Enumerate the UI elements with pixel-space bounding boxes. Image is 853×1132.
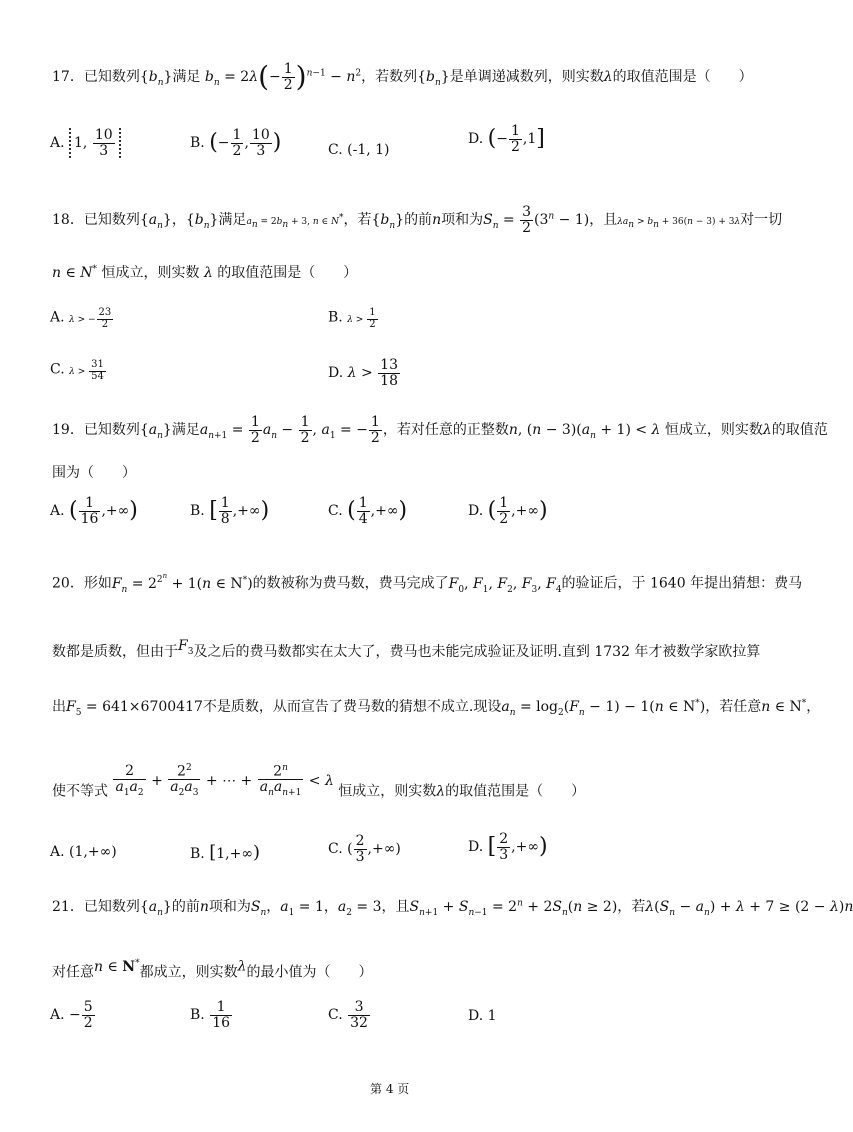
q17-option-b-label: B.	[190, 135, 205, 152]
q21-option-b-value: $\frac{1}{16}$	[212, 999, 231, 1031]
q19-formula: $a_{n+1}$ = $\frac{1}{2}$ $a_n$ − $\frac{1}{2}$ , $a_1$ = − $\frac{1}{2}$	[199, 414, 380, 446]
q19-option-d-label: D.	[468, 503, 484, 520]
q19-option-b-value: [ $\frac{1}{8}$ ,+∞)	[209, 495, 270, 527]
q21-option-d-value: 1	[487, 1008, 497, 1024]
q20-option-a-label: A.	[50, 844, 65, 860]
q20-fn: $F_n = 2^{2^n} + 1(n$ ∈ N*)	[111, 572, 253, 595]
q21-option-b-label: B.	[190, 1007, 205, 1024]
q20-n-in-N: n ∈ N*	[761, 698, 807, 715]
q18-lambda: λ	[203, 265, 213, 281]
q17-option-c	[328, 142, 390, 158]
q19-ineq: n, $(n - 3)(a_n + 1) < \lambda$	[508, 422, 661, 441]
q18-text-c: 满足	[218, 212, 247, 229]
question-19	[52, 415, 828, 445]
q18-text-g: ，且	[589, 212, 618, 229]
q20-text-c: 的验证后，于 1640 年提出猜想：费马	[561, 575, 803, 592]
q21-text-i: 都成立，则实数	[139, 964, 238, 981]
q19-text-b: 满足	[171, 422, 200, 439]
q18-option-c-value: λ > $\frac{31}{54}$	[69, 359, 104, 382]
q20-option-b	[190, 842, 260, 863]
q21-option-d-label: D.	[468, 1008, 484, 1024]
q20-line3	[52, 696, 820, 718]
q17-text-b: 满足	[172, 69, 201, 86]
q20-f-list: $F_0$, $F_1$, $F_2$, $F_3$, $F_4$	[448, 575, 562, 595]
q18-option-b	[328, 308, 379, 330]
q17-option-b	[190, 128, 281, 158]
q19-line2	[52, 462, 136, 482]
q20-option-d-value: [ $\frac{2}{3}$ ,+∞)	[487, 831, 548, 863]
q18-text-f: 项和为	[441, 212, 484, 229]
question-21	[52, 896, 853, 918]
q18-ineq: $\lambda a_n > b_n + 36(n - 3) + 3\lambda$	[617, 217, 741, 230]
q19-text-c: ，若对任意的正整数	[382, 422, 509, 439]
q19-option-a-label: A.	[50, 503, 65, 520]
question-17	[52, 62, 753, 92]
q19-option-b	[190, 496, 269, 526]
q21-lambda: λ	[237, 958, 247, 975]
q20-text-f: 出	[52, 699, 66, 715]
q17-option-d	[468, 124, 545, 154]
q18-option-b-label: B.	[328, 309, 343, 326]
q19-option-d	[468, 496, 548, 526]
q20-text-l: 的取值范围是（ ）	[445, 783, 586, 800]
q21-option-c	[328, 1000, 371, 1030]
q19-option-a-value: ( $\frac{1}{16}$ ,+∞)	[69, 495, 138, 527]
q21-text-d: ，	[266, 899, 281, 915]
q20-option-c-label: C.	[328, 841, 343, 858]
q17-text-a: 17．已知数列	[52, 69, 140, 86]
q20-option-b-value: [1,+∞)	[209, 842, 261, 863]
q19-text-f: 围为（ ）	[52, 465, 136, 481]
q18-option-c-label: C.	[50, 361, 65, 378]
q20-f3: F	[178, 638, 188, 654]
q20-text-k: 恒成立，则实数	[338, 783, 437, 800]
q18-n: n	[432, 212, 442, 229]
q17-option-c-value: (-1, 1)	[347, 142, 390, 158]
q20-option-c	[328, 834, 401, 864]
q21-text-e: ，	[323, 899, 338, 915]
q20-line4	[52, 764, 585, 800]
q18-cond: $a_n = 2b_n + 3$, n ∈ N*	[246, 213, 344, 230]
q21-recurrence: $S_{n+1} + S_{n-1} = 2^n + 2S_n(n \ge 2)$	[409, 898, 618, 918]
q21-option-a	[50, 1000, 96, 1030]
q20-option-a-value: (1,+∞)	[69, 844, 117, 860]
q18-text-e: 的前	[404, 212, 433, 229]
q21-text-b: 的前	[171, 899, 200, 915]
q18-option-a-label: A.	[50, 309, 65, 326]
q21-text-c: 项和为	[208, 899, 251, 915]
q20-text-a: 20．形如	[52, 575, 112, 592]
q18-text-j: 的取值范围是（ ）	[217, 265, 358, 281]
q19-text-e: 的取值范	[771, 422, 828, 439]
q17-option-d-label: D.	[468, 131, 484, 148]
q18-text-i: 恒成立，则实数	[101, 265, 200, 281]
q17-math-bn: $\{b_n\}$	[139, 69, 173, 88]
q21-option-a-value: − $\frac{5}{2}$	[69, 999, 93, 1031]
q21-math-an: $\{a_n\}$	[139, 899, 172, 918]
q20-sum: $\frac{2}{a_1a_2}$ + $\frac{2^2}{a_2a_3}$ + ⋯ + $\frac{2^n}{a_na_{n+1}}$ < λ	[115, 763, 334, 799]
q20-lambda: λ	[436, 783, 446, 800]
q18-option-b-value: λ > $\frac{1}{2}$	[347, 307, 376, 330]
q20-text-g: 不是质数，从而宣告了费马数的猜想不成立.现设	[202, 699, 502, 715]
q19-lambda: λ	[762, 422, 772, 439]
q21-n: n	[199, 899, 209, 915]
question-20	[52, 572, 802, 594]
q20-text-i: ，	[806, 699, 821, 715]
q19-text-a: 19．已知数列	[52, 422, 140, 439]
q21-sn: $S_n$	[250, 899, 267, 918]
question-18	[52, 205, 782, 235]
q18-sn: $S_n$ = $\frac{3}{2}$ $(3^n - 1)$	[483, 204, 590, 236]
q20-line2: 数都是质数，但由于$F_3$及之后的费马数都实在太大了，费马也未能完成验证及证明.直到 1732 年才被数学家欧拉算	[52, 638, 761, 660]
q18-option-d	[328, 358, 401, 388]
q19-option-d-value: ( $\frac{1}{2}$ ,+∞)	[487, 495, 548, 527]
q17-option-a	[50, 128, 121, 158]
q21-a2: $a_2 = 3$	[337, 899, 382, 918]
q20-text-j: 使不等式	[52, 783, 108, 800]
q21-option-b	[190, 1000, 233, 1030]
q19-option-c-value: ( $\frac{1}{4}$ ,+∞)	[347, 495, 408, 527]
q17-option-c-label: C.	[328, 142, 343, 158]
q19-option-c-label: C.	[328, 503, 343, 520]
q20-option-d	[468, 832, 548, 862]
q20-text-h: ，若任意	[705, 699, 762, 715]
q20-option-c-value: ( $\frac{2}{3}$ ,+∞)	[347, 833, 401, 865]
q20-option-a	[50, 844, 117, 860]
q17-option-d-value: (− $\frac{1}{2}$ ,1]	[487, 123, 545, 155]
q18-option-a-value: λ > − $\frac{23}{2}$	[69, 307, 112, 330]
q21-ineq: $\lambda(S_n - a_n) + \lambda + 7 \ge (2 - \lambda)n$	[645, 899, 853, 918]
q21-text-a: 21．已知数列	[52, 899, 140, 915]
q17-lambda: λ	[603, 69, 613, 86]
q21-line2	[52, 958, 372, 982]
q18-n-in-N: n ∈ N*	[52, 264, 98, 281]
q19-option-a	[50, 496, 138, 526]
q21-option-a-label: A.	[50, 1007, 65, 1024]
q17-formula: $b_n = 2\lambda(-$ $\frac{1}{2}$ )$^{n-1} - n^2$	[204, 60, 362, 94]
q18-text-h: 对一切	[740, 212, 783, 229]
q17-text-d: 是单调递减数列，则实数	[449, 69, 604, 86]
q21-text-f: ，且	[381, 899, 410, 915]
q18-option-c	[50, 360, 107, 382]
q17-text-c: ，若数列	[361, 69, 418, 86]
q21-option-c-label: C.	[328, 1007, 343, 1024]
q20-text-e: 及之后的费马数都实在太大了，费马也未能完成验证及证明.直到 1732 年才被数学家欧拉算	[193, 644, 761, 660]
q19-option-c	[328, 496, 407, 526]
q21-text-j: 的最小值为（ ）	[246, 964, 373, 981]
q18-text-a: 18．已知数列	[52, 212, 140, 229]
q21-option-d	[468, 1008, 497, 1024]
q18-option-a	[50, 308, 114, 330]
q18-math-an: $\{a_n\}$	[139, 212, 172, 231]
q17-option-a-label: A.	[50, 135, 65, 152]
q20-text-d: 数都是质数，但由于	[52, 644, 178, 660]
q19-text-d: 恒成立，则实数	[664, 422, 763, 439]
q20-f5: $F_5 = 641\times 6700417$	[66, 699, 203, 718]
q19-option-b-label: B.	[190, 503, 205, 520]
q18-option-d-label: D.	[328, 365, 344, 382]
q17-option-b-value: (− $\frac{1}{2}$ , $\frac{10}{3}$ )	[209, 127, 282, 159]
q21-n-in-N: n ∈ N*	[94, 958, 140, 975]
q20-option-b-label: B.	[190, 846, 205, 862]
q20-option-d-label: D.	[468, 839, 484, 856]
q17-option-a-value: 1, $\frac{10}{3}$	[69, 128, 121, 158]
q20-an: $a_n = \log_2(F_n - 1) - 1(n$ ∈ N*)	[501, 698, 706, 718]
q18-math-bn2: $\{b_n\}$	[371, 212, 405, 231]
q21-a1: $a_1 = 1$	[280, 899, 324, 918]
q19-math-an: $\{a_n\}$	[139, 422, 172, 441]
page-footer: 第 4 页	[370, 1082, 410, 1096]
q17-math-bn2: $\{b_n\}$	[417, 69, 450, 88]
q21-text-g: ，若	[617, 899, 646, 915]
q20-text-b: 的数被称为费马数，费马完成了	[252, 575, 449, 592]
q21-text-h: 对任意	[52, 964, 94, 981]
q18-text-d: ，若	[343, 212, 372, 229]
q18-text-b: ，	[171, 212, 186, 229]
q21-option-c-value: $\frac{3}{32}$	[350, 999, 368, 1031]
q18-option-d-value: λ > $\frac{13}{18}$	[347, 357, 398, 389]
q18-line2	[52, 262, 357, 282]
q17-text-e: 的取值范围是（ ）	[612, 69, 753, 86]
q18-math-bn: $\{b_n\}$	[185, 212, 219, 231]
